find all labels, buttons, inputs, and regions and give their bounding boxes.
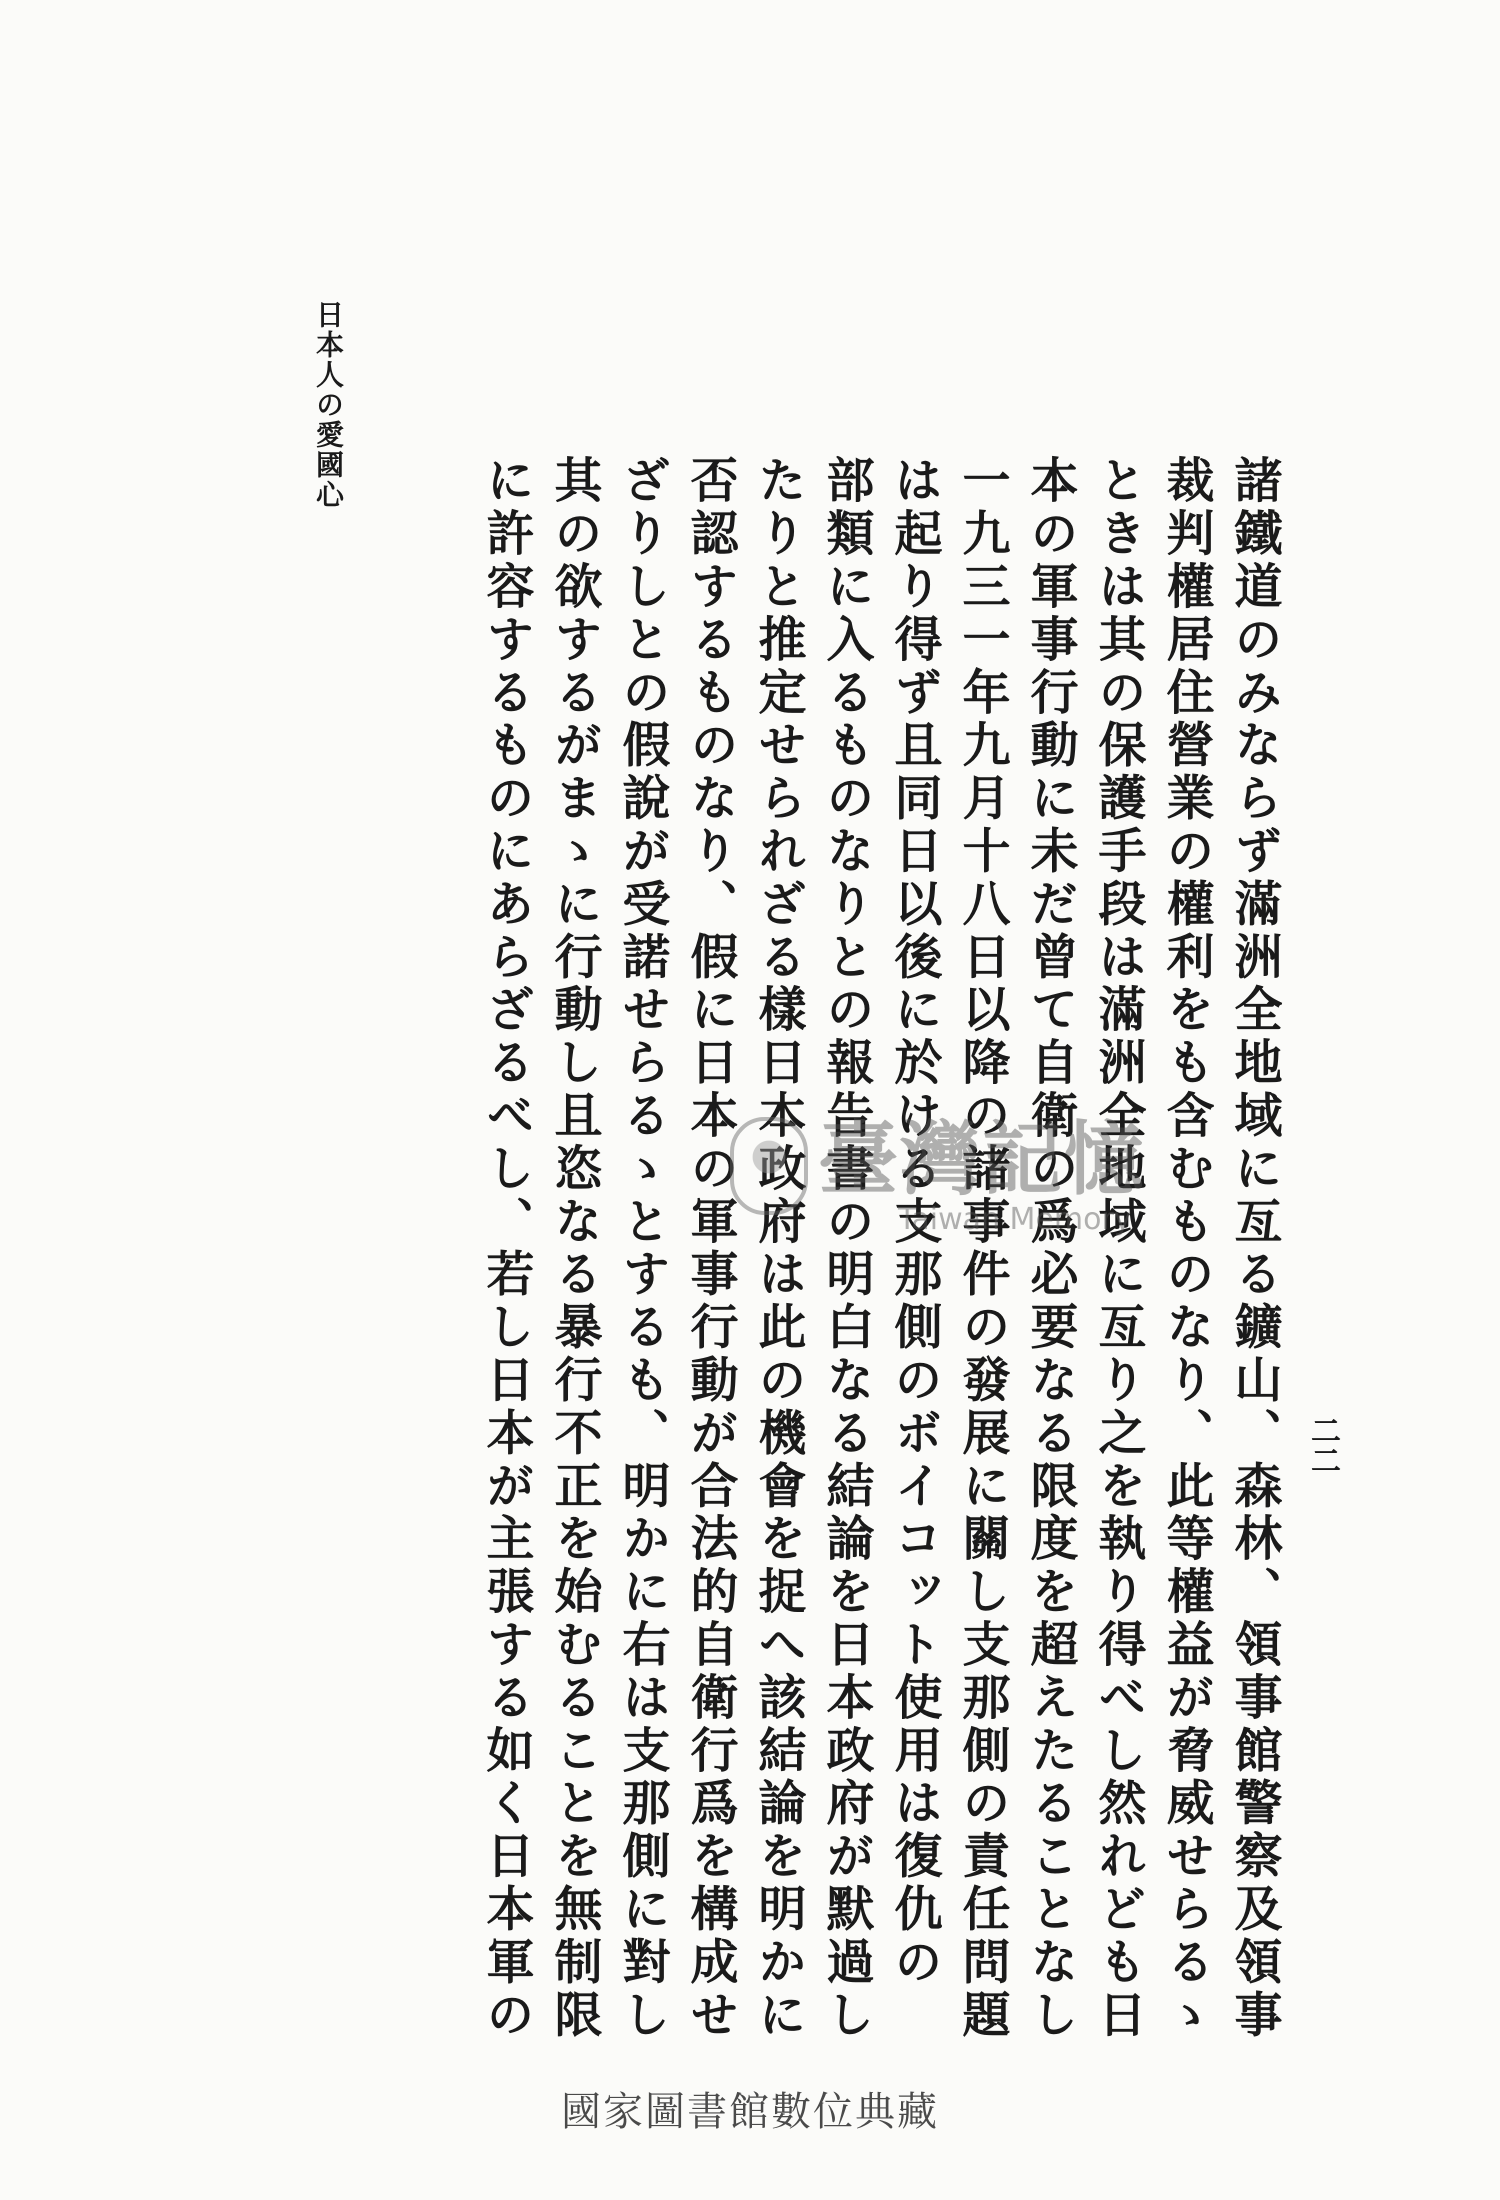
watermark-english: Taiwan Memory xyxy=(898,1202,1132,1237)
text-column-3: ときは其の保護手段は滿洲全地域に亙り之を執り得べし然れども日 xyxy=(1090,455,1146,2042)
text-column-4: 本の軍事行動に未だ曾て自衛の爲必要なる限度を超えたることなし xyxy=(1022,455,1078,2042)
text-column-2: 裁判權居住營業の權利をも含むものなり、此等權益が脅威せらるゝ xyxy=(1158,455,1214,2042)
running-head: 日本人の愛國心 xyxy=(312,300,345,510)
text-column-1: 諸鐵道のみならず滿洲全地域に亙る鑛山、森林、領事館警察及領事 xyxy=(1226,455,1282,2042)
text-column-6: は起り得ず且同日以後に於ける支那側のボイコット使用は復仇の xyxy=(886,455,942,1990)
text-column-12: に許容するものにあらざるべし、若し日本が主張する如く日本軍の xyxy=(478,455,534,2042)
text-column-9: 否認するものなり、假に日本の軍事行動が合法的自衛行爲を構成せ xyxy=(682,455,738,2042)
text-column-8: たりと推定せられざる樣日本政府は此の機會を捉へ該結論を明かに xyxy=(750,455,806,2042)
text-column-5: 一九三一年九月十八日以降の諸事件の發展に關し支那側の責任問題 xyxy=(954,455,1010,2042)
watermark-chinese: 臺灣記憶 xyxy=(818,1112,1146,1206)
text-column-7: 部類に入るものなりとの報告書の明白なる結論を日本政府が默過し xyxy=(818,455,874,2042)
page-number: 二二 xyxy=(1305,1415,1340,1475)
text-column-11: 其の欲するがまゝに行動し且恣なる暴行不正を始むることを無制限 xyxy=(546,455,602,2042)
footer-credit: 國家圖書館數位典藏 xyxy=(561,2089,939,2135)
text-column-10: ざりしとの假說が受諾せらるゝとするも、明かに右は支那側に對し xyxy=(614,455,670,2042)
